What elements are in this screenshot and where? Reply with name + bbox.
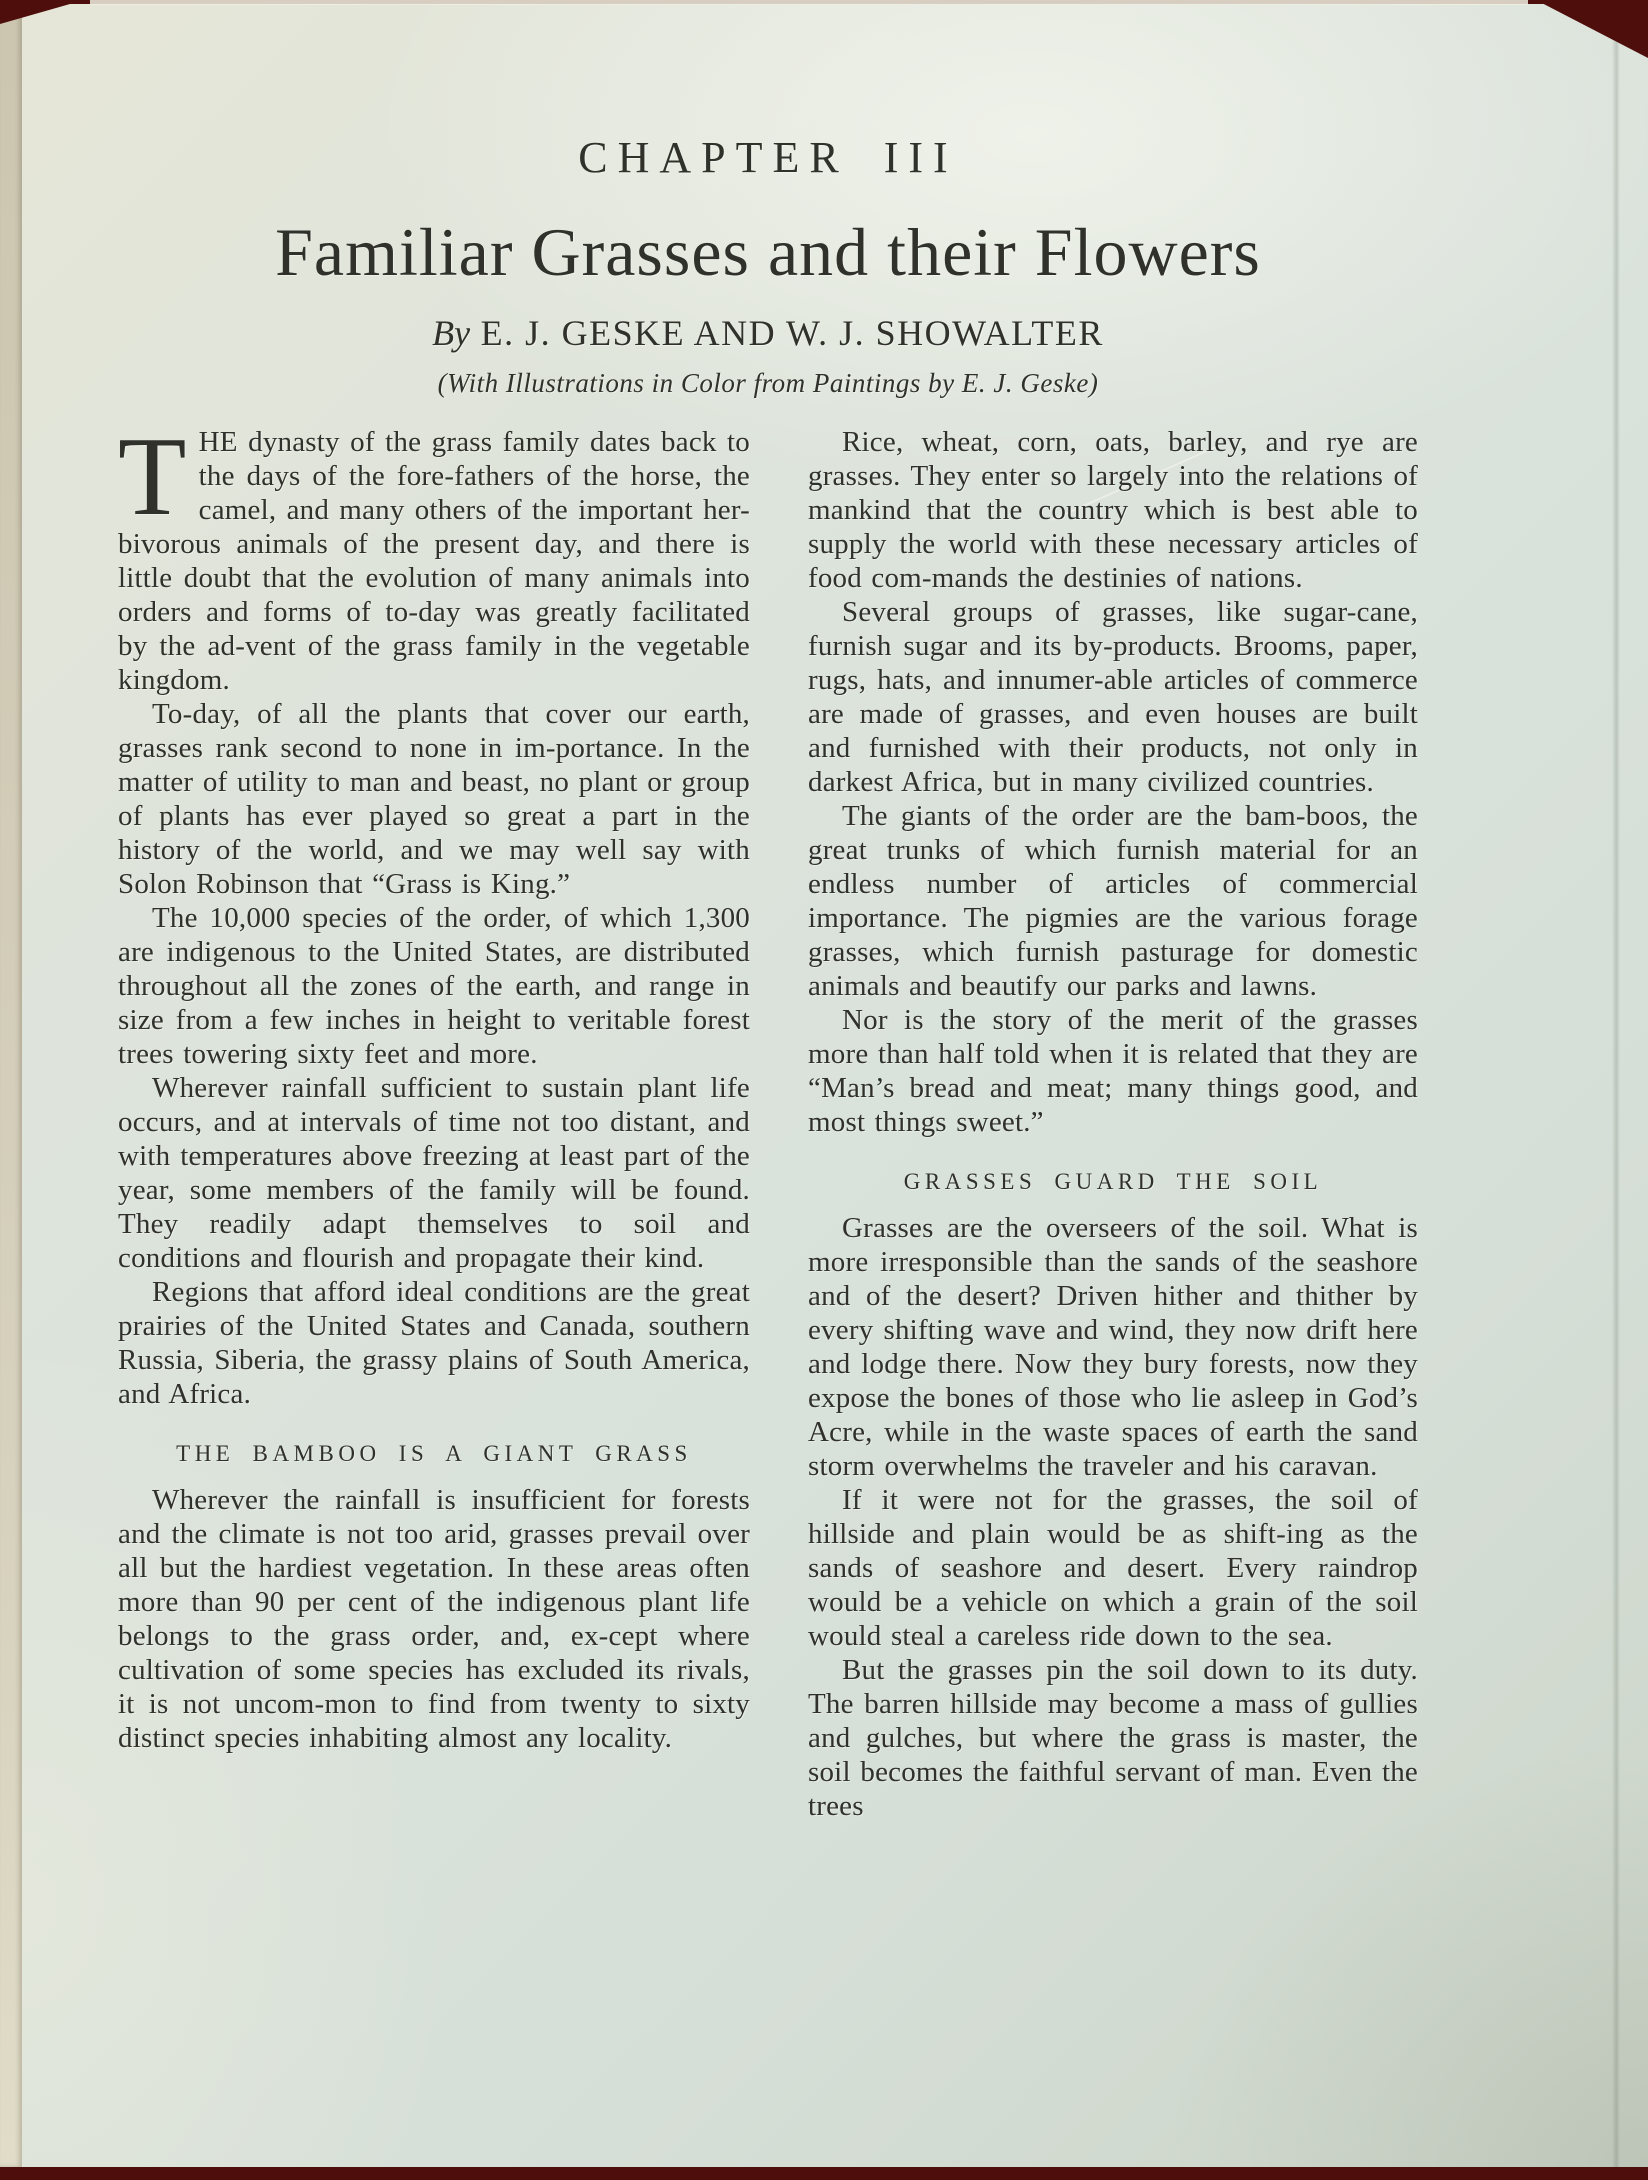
backdrop-corner-top-right [1536,0,1648,58]
dropcap-initial: T [118,415,187,539]
paragraph: Several groups of grasses, like sugar-cane, furnish sugar and its by-products. Brooms, paper, rugs, hats, and innumer-able articles of commerce are made of grasses, and even houses are built and furnished with their products, not only in darkest Africa, but in many civilized countries. [808,596,1418,798]
paragraph: Grasses are the overseers of the soil. What is more irresponsible than the sands of the seashore and of the desert? Driven hither and thither by every shifting wave and wind, they now drift here and lodge there. Now they bury forests, now they expose the bones of those who lie asleep in God’s Acre, while in the waste spaces of earth the sand storm overwhelms the traveler and his caravan. [808,1212,1418,1482]
paragraph: If it were not for the grasses, the soil of hillside and plain would be as shift-ing as the sands of seashore and desert. Every raindrop would be a vehicle on which a grain of the soil would steal a careless ride down to the sea. [808,1484,1418,1652]
paragraph: The giants of the order are the bam-boos, the great trunks of which furnish material for an endless number of articles of commercial importance. The pigmies are the various forage grasses, which furnish pasturage for domestic animals and beautify our parks and lawns. [808,800,1418,1002]
byline-prefix: By [432,313,471,353]
backdrop-corner-top-left [0,0,84,24]
paragraph: Rice, wheat, corn, oats, barley, and rye are grasses. They enter so largely into the relations of mankind that the country which is best able to supply the world with these necessary articles of food com-mands the destinies of nations. [808,426,1418,594]
paragraph: Nor is the story of the merit of the grasses more than half told when it is related that they are “Man’s bread and meat; many things good, and most things sweet.” [808,1004,1418,1138]
paragraph: Wherever rainfall sufficient to sustain plant life occurs, and at intervals of time not too distant, and with temperatures above freezing at least part of the year, some members of the family will be found. They readily adapt themselves to soil and conditions and flourish and propagate their kind. [118,1072,750,1274]
chapter-heading: CHAPTER III [578,133,958,182]
page-content [118,4,1418,1823]
section-heading: THE BAMBOO IS A GIANT GRASS [176,1441,692,1466]
paragraph: To-day, of all the plants that cover our earth, grasses rank second to none in im-portance. In the matter of utility to man and beast, no plant or group of plants has ever played so great a part in the history of the world, and we may well say with Solon Robinson that “Grass is King.” [118,698,750,900]
page-gutter-crease [1612,0,1620,2167]
page-title: Familiar Grasses and their Flowers [275,214,1261,290]
paragraph: But the grasses pin the soil down to its duty. The barren hillside may become a mass of gullies and gulches, but where the grass is master, the soil becomes the faithful servant of man. Even the trees [808,1654,1418,1822]
illustration-credit: (With Illustrations in Color from Paintings by E. J. Geske) [437,368,1099,398]
column-right [808,425,1418,1823]
page-paper [22,4,1648,2167]
page-top-edge [90,0,1528,5]
paragraph: THE dynasty of the grass family dates back to the days of the fore-fathers of the horse, the camel, and many others of the important her-bivorous animals of the present day, and there is little doubt that the evolution of many animals into orders and forms of to-day was greatly facilitated by the ad-vent of the grass family in the vegetable kingdom. [118,415,750,696]
page-stack-edge [0,4,22,2167]
text-columns [118,415,1418,1823]
byline-authors: E. J. GESKE AND W. J. SHOWALTER [480,313,1104,353]
paragraph: The 10,000 species of the order, of which 1,300 are indigenous to the United States, are distributed throughout all the zones of the earth, and range in size from a few inches in height to veritable forest trees towering sixty feet and more. [118,902,750,1070]
paragraph: Wherever the rainfall is insufficient for forests and the climate is not too arid, grasses prevail over all but the hardiest vegetation. In these areas often more than 90 per cent of the indigenous plant life belongs to the grass order, and, ex-cept where cultivation of some species has excluded its rivals, it is not uncom-mon to find from twenty to sixty distinct species inhabiting almost any locality. [118,1484,750,1754]
column-left [118,415,750,1823]
section-heading: GRASSES GUARD THE SOIL [903,1169,1323,1194]
paragraph: Regions that afford ideal conditions are the great prairies of the United States and Canada, southern Russia, Siberia, the grassy plains of South America, and Africa. [118,1276,750,1410]
byline [118,312,1418,354]
